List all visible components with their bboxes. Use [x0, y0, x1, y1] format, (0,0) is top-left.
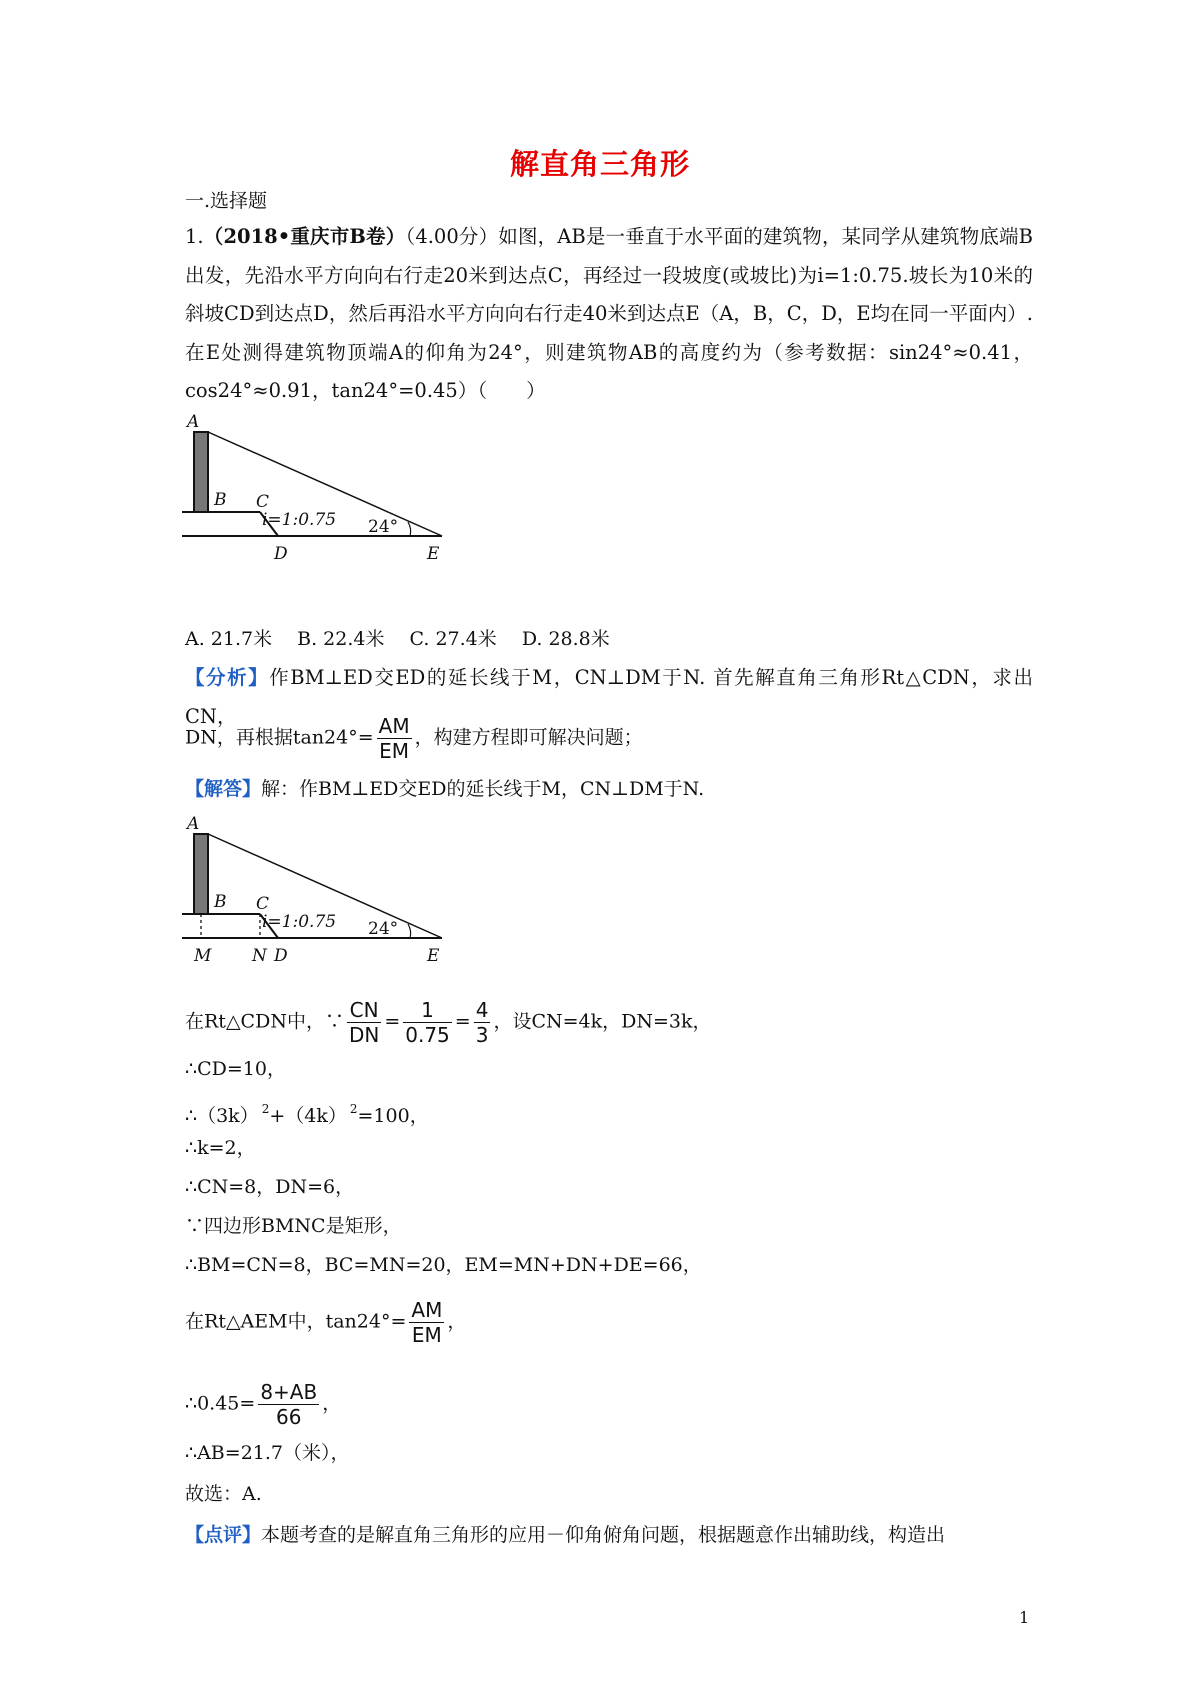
question-score: （4.00分） [405, 225, 499, 248]
fraction-4-3: $\frac{4}{3}$ [475, 998, 489, 1047]
label-slope: i=1:0.75 [262, 912, 337, 932]
fraction-8ab-66: $\frac{8+AB}{66}$ [260, 1380, 318, 1429]
figure-2-diagram [180, 812, 450, 972]
answer-tag: 【解答】 [185, 778, 262, 800]
label-b: B [214, 892, 227, 912]
label-slope: i=1:0.75 [262, 510, 337, 530]
label-m: M [194, 946, 212, 966]
step-4: ∴k=2， [185, 1137, 256, 1159]
step-10: ∴AB=21.7（米）， [185, 1442, 350, 1464]
label-c: C [256, 894, 270, 914]
label-d: D [274, 544, 288, 564]
label-angle: 24° [368, 919, 399, 939]
step-7: ∴BM=CN=8，BC=MN=20，EM=MN+DN+DE=66， [185, 1254, 702, 1276]
label-a: A [187, 814, 200, 834]
page-title: 解直角三角形 [509, 147, 690, 181]
question-stem: 如图，AB是一垂直于水平面的建筑物，某同学从建筑物底端B出发，先沿水平方向向右行走20米到达点C，再经过一段坡度(或坡比)为i=1:0.75.坡长为10米的斜坡CD到达点D，然后再沿水平方向向右行走40米到达点E（A，B，C，D，E均在同一平面内）.在E处测得建筑物顶端A的仰角为24°，则建筑物AB的高度约为（参考数据：sin24°≈0.41，cos24°≈0.91，tan24°=0.45）（ ） [185, 225, 1034, 402]
question-source: （2018•重庆市B卷） [203, 225, 406, 248]
step-2: ∴CD=10， [185, 1058, 286, 1080]
label-b: B [214, 490, 227, 510]
step-8: 在Rt△AEM中，tan24°= $\frac{AM}{EM}$ ， [185, 1298, 467, 1347]
angle-arc [408, 924, 411, 938]
fraction-cn-dn: $\frac{CN}{DN}$ [348, 998, 380, 1047]
analysis-tag: 【分析】 [185, 666, 270, 689]
page-number: 1 [1019, 1608, 1030, 1627]
label-angle: 24° [368, 517, 399, 537]
question-number: 1. [185, 225, 204, 248]
label-e: E [427, 544, 440, 564]
analysis-text-3: ，构建方程即可解决问题； [414, 726, 643, 749]
answer-text: 解：作BM⊥ED交ED的延长线于M，CN⊥DM于N. [261, 778, 705, 800]
solution-heading [185, 776, 704, 802]
label-d: D [274, 946, 288, 966]
fraction-1-075: $\frac{1}{0.75}$ [405, 998, 450, 1047]
step-11: 故选：A. [185, 1483, 262, 1505]
label-e: E [427, 946, 440, 966]
analysis-text-1: 作BM⊥ED交ED的延长线于M，CN⊥DM于N. 首先解直角三角形Rt△CDN，求出CN， [185, 666, 1033, 728]
angle-arc [408, 522, 411, 536]
step-9: ∴0.45= $\frac{8+AB}{66}$ ， [185, 1380, 342, 1429]
fraction-am-em: $\frac{AM}{EM}$ [378, 714, 410, 763]
step-5: ∴CN=8，DN=6， [185, 1176, 355, 1198]
answer-options: A. 21.7米 B. 22.4米 C. 27.4米 D. 28.8米 [185, 628, 610, 650]
comment-text: 本题考查的是解直角三角形的应用－仰角俯角问题，根据题意作出辅助线，构造出 [261, 1524, 946, 1546]
fraction-am-em-2: $\frac{AM}{EM}$ [411, 1298, 443, 1347]
comment-block [185, 1522, 945, 1548]
figure-1-diagram [180, 410, 450, 565]
analysis-line-2 [185, 714, 643, 763]
label-a: A [187, 412, 200, 432]
label-c: C [256, 492, 270, 512]
question-1 [185, 218, 1033, 411]
step-3: ∴（3k） $^2$+（4k） $^2$=100， [185, 1102, 429, 1127]
analysis-text-2: DN，再根据tan24°= [185, 726, 374, 749]
step-6: ∵四边形BMNC是矩形， [185, 1215, 402, 1237]
building-ab [194, 834, 208, 914]
comment-tag: 【点评】 [185, 1524, 262, 1546]
building-ab [194, 432, 208, 512]
section-heading: 一.选择题 [185, 190, 268, 212]
label-n: N [252, 946, 267, 966]
step-1: 在Rt△CDN中，∵ $\frac{CN}{DN}$ = $\frac{1}{0.75}$ = $\frac{4}{3}$ ，设CN=4k，DN=3k， [185, 998, 712, 1047]
